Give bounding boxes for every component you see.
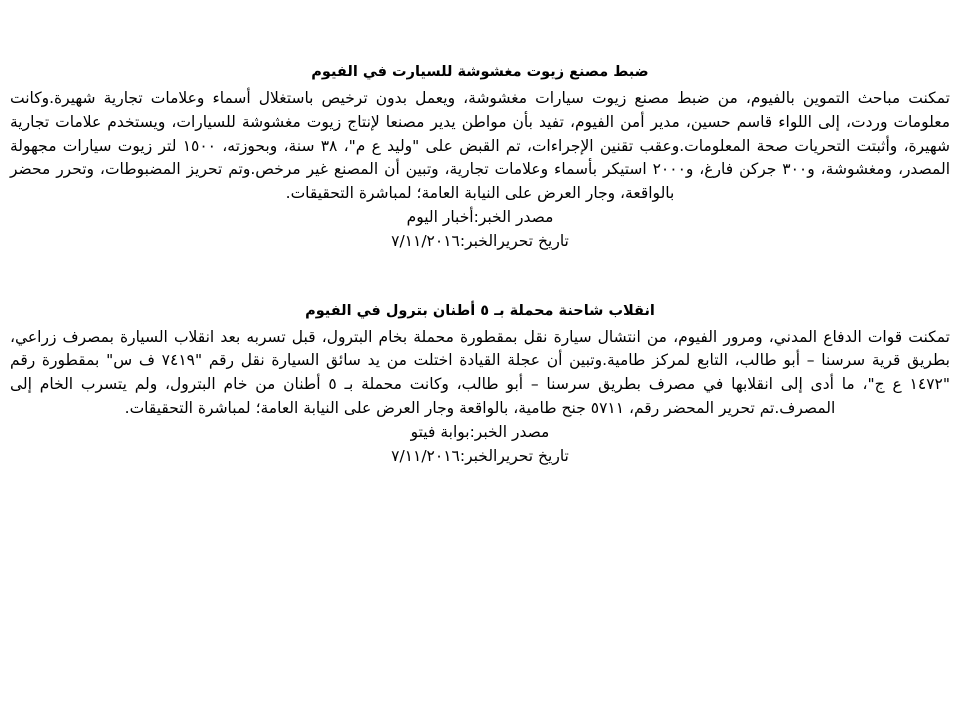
news-article-2 [10, 301, 950, 469]
article-body: تمكنت قوات الدفاع المدني، ومرور الفيوم، من انتشال سيارة نقل بمقطورة محملة بخام البترول، قبل تسربه بعد انقلاب السيارة بمصرف زراعي، بطريق قرية سرسنا – أبو طالب، التابع لمركز طامية.وتبين أن عجلة القيادة اختلت من يد سائق السيارة نقل رقم "٧٤١٩ ف س" بمقطورة رقم "١٤٧٢ ع ج"، ما أدى إلى انقلابها في مصرف بطريق سرسنا – أبو طالب، وكانت محملة بـ ٥ أطنان من خام البترول، ولم يتسرب الخام إلى المصرف.تم تحرير المحضر رقم، ٥٧١١ جنح طامية، بالواقعة وجار العرض على النيابة العامة؛ لمباشرة التحقيقات. [10, 327, 950, 417]
article-title: انقلاب شاحنة محملة بـ ٥ أطنان بترول في الفيوم [305, 302, 655, 319]
article-title: ضبط مصنع زيوت مغشوشة للسيارت في الفيوم [311, 64, 649, 80]
article-date: تاريخ تحريرالخبر:٧/١١/٢٠١٦ [391, 231, 569, 250]
news-page [10, 62, 950, 468]
article-date: تاريخ تحريرالخبر:٧/١١/٢٠١٦ [391, 446, 569, 465]
article-source: مصدر الخبر:بوابة فيتو [410, 422, 550, 441]
article-source: مصدر الخبر:أخبار اليوم [406, 207, 554, 226]
news-article-1 [10, 62, 950, 254]
article-body: تمكنت مباحث التموين بالفيوم، من ضبط مصنع زيوت سيارات مغشوشة، ويعمل بدون ترخيص باستغلال أسماء وعلامات تجارية شهيرة.وكانت معلومات وردت، إلى اللواء قاسم حسين، مدير أمن الفيوم، تفيد بأن مواطن يدير مصنعا لإنتاج زيوت مغشوشة للسيارات، ويستخدم علامات تجارية شهيرة، وأثبتت التحريات صحة المعلومات.وعقب تقنين الإجراءات، تم القبض على "وليد ع م"، ٣٨ سنة، وبحوزته، ١٥٠٠ لتر زيوت سيارات مجهولة المصدر، ومغشوشة، و٣٠٠ جركن فارغ، و٢٠٠٠ استيكر بأسماء وعلامات تجارية، وتبين أن المصنع غير مرخص.وتم تحريز المضبوطات، وتحرر محضر بالواقعة، وجار العرض على النيابة العامة؛ لمباشرة التحقيقات. [10, 89, 950, 203]
